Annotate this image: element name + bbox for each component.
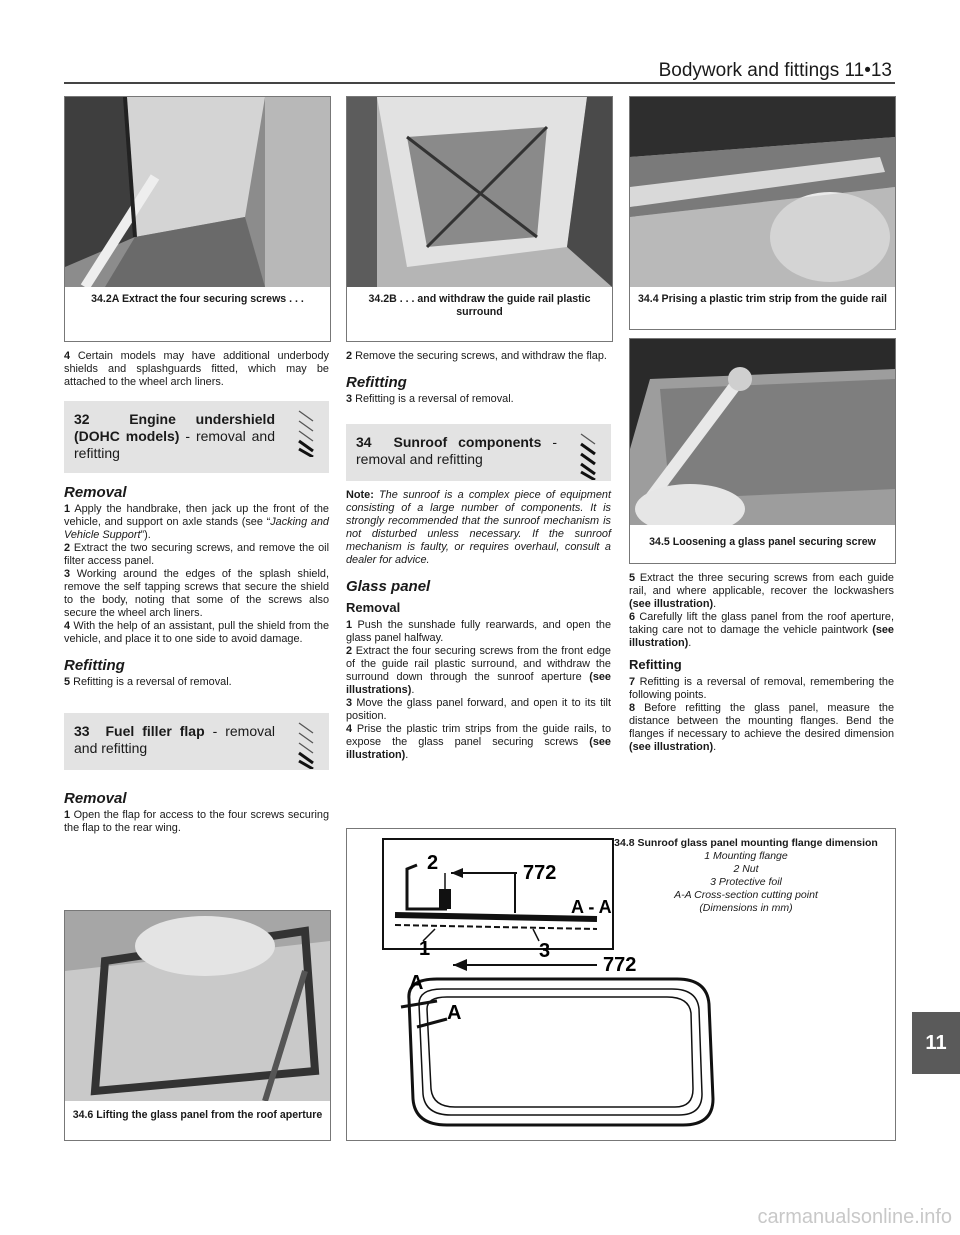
paragraph: 4 With the help of an assistant, pull the shield from the vehicle, and place it to one side to avoid damage. — [64, 620, 329, 645]
refitting-heading: Refitting — [64, 657, 125, 674]
chapter-tab: 11 — [912, 1012, 960, 1074]
page-header: Bodywork and fittings 11•13 — [658, 60, 892, 81]
removal-subheading: Removal — [346, 600, 401, 615]
section-33-box — [64, 713, 329, 770]
column-1 — [64, 350, 329, 835]
removal-heading: Removal — [64, 484, 127, 501]
refitting-subheading: Refitting — [629, 657, 682, 672]
section-marker-a-bottom: A — [447, 1002, 462, 1024]
photo-34-4-image — [630, 97, 895, 287]
photo-34-5 — [629, 338, 896, 564]
refitting-heading: Refitting — [346, 374, 407, 391]
photo-34-5-caption: 34.5 Loosening a glass panel securing screw — [649, 536, 876, 548]
legend-item: A-A Cross-section cutting point — [674, 889, 818, 901]
photo-34-4-caption: 34.4 Prising a plastic trim strip from the guide rail — [637, 293, 888, 305]
legend-item: 3 Protective foil — [710, 876, 782, 888]
callout-2: 2 — [427, 852, 439, 874]
paragraph: 2 Extract the two securing screws, and remove the oil filter access panel. — [64, 542, 330, 567]
header-rule — [64, 82, 895, 84]
difficulty-wrench-icon — [575, 432, 601, 480]
photo-34-2b-caption: 34.2B . . . and withdraw the guide rail plastic surround — [368, 293, 591, 318]
callout-1: 1 — [419, 938, 431, 960]
column-2 — [346, 350, 611, 762]
legend-units: (Dimensions in mm) — [699, 902, 793, 914]
photo-34-6 — [64, 910, 331, 1141]
paragraph: 1 Apply the handbrake, then jack up the front of the vehicle, and support on axle stands (see “Jacking and Vehicle Support”). — [64, 503, 329, 541]
photo-34-2a-caption: 34.2A Extract the four securing screws . . . — [91, 293, 304, 305]
paragraph: 4 Prise the plastic trim strips from the guide rails, to expose the glass panel securing screws (see illustration). — [346, 723, 611, 761]
glass-panel-heading: Glass panel — [346, 578, 431, 595]
diagram-34-8-caption — [597, 837, 895, 915]
paragraph: 2 Remove the securing screws, and withdraw the flap. — [346, 350, 607, 362]
paragraph: 3 Refitting is a reversal of removal. — [346, 393, 514, 405]
section-marker-a-top: A — [409, 972, 424, 994]
diagram-title: 34.8 Sunroof glass panel mounting flange dimension — [614, 837, 878, 849]
diagram-34-8 — [346, 828, 896, 1141]
section-label-a-a: A - A — [571, 897, 612, 917]
paragraph: 2 Extract the four securing screws from the front edge of the guide rail plastic surround, and withdraw the surround down through the sunroof aperture (see illustrations). — [346, 645, 611, 696]
paragraph: 3 Working around the edges of the splash shield, remove the self tapping screws that secure the shield to the body, noting that some of the screws also secure the wheel arch liners. — [64, 568, 329, 619]
photo-34-4 — [629, 96, 896, 330]
section-32-box — [64, 401, 329, 473]
removal-heading: Removal — [64, 790, 127, 807]
paragraph: 7 Refitting is a reversal of removal, remembering the following points. — [629, 676, 894, 701]
paragraph: 1 Open the flap for access to the four screws securing the flap to the rear wing. — [64, 809, 329, 834]
paragraph: 1 Push the sunshade fully rearwards, and open the glass panel halfway. — [346, 619, 611, 644]
paragraph: 6 Carefully lift the glass panel from the roof aperture, taking care not to damage the vehicle paintwork (see illustration). — [629, 611, 894, 649]
photo-34-5-image — [630, 339, 895, 525]
paragraph: 5 Extract the three securing screws from each guide rail, and where applicable, recover the lockwashers (see illustration). — [629, 572, 894, 610]
paragraph: 5 Refitting is a reversal of removal. — [64, 676, 232, 688]
difficulty-wrench-icon — [293, 721, 319, 769]
photo-34-6-caption: 34.6 Lifting the glass panel from the roof aperture — [72, 1109, 323, 1121]
paragraph: 4 Certain models may have additional underbody shields and splashguards fitted, which may be attached to the wheel arch liners. — [64, 350, 329, 388]
dimension-772-bottom: 772 — [603, 954, 637, 976]
note: Note: The sunroof is a complex piece of equipment consisting of a large number of components. It is strongly recommended that the sunroof mechanism is not disturbed unless necessary. If the sunroof mechanism is faulty, or requires overhaul, consult a dealer for advice. — [346, 489, 611, 566]
photo-34-2b-image — [347, 97, 612, 287]
dimension-772-top: 772 — [523, 862, 557, 884]
section-34-title: 34 Sunroof components - removal and refitting — [356, 434, 558, 467]
legend-item: 2 Nut — [733, 863, 759, 875]
photo-34-2a — [64, 96, 331, 342]
photo-34-6-image — [65, 911, 330, 1101]
section-34-box — [346, 424, 611, 481]
difficulty-wrench-icon — [293, 409, 319, 457]
paragraph: 8 Before refitting the glass panel, measure the distance between the mounting flanges. Bend the flanges if necessary to achieve the desired dimension (see illustration). — [629, 702, 895, 753]
column-3 — [629, 572, 894, 754]
legend-item: 1 Mounting flange — [704, 850, 788, 862]
watermark: carmanualsonline.info — [757, 1206, 952, 1228]
photo-34-2b — [346, 96, 613, 342]
section-33-title: 33 Fuel filler flap - removal and refitting — [74, 723, 276, 756]
callout-3: 3 — [539, 940, 551, 962]
section-32-title: 32 Engine undershield (DOHC models) - removal and refitting — [74, 411, 276, 461]
photo-34-2a-image — [65, 97, 330, 287]
paragraph: 3 Move the glass panel forward, and open it to its tilt position. — [346, 697, 611, 722]
